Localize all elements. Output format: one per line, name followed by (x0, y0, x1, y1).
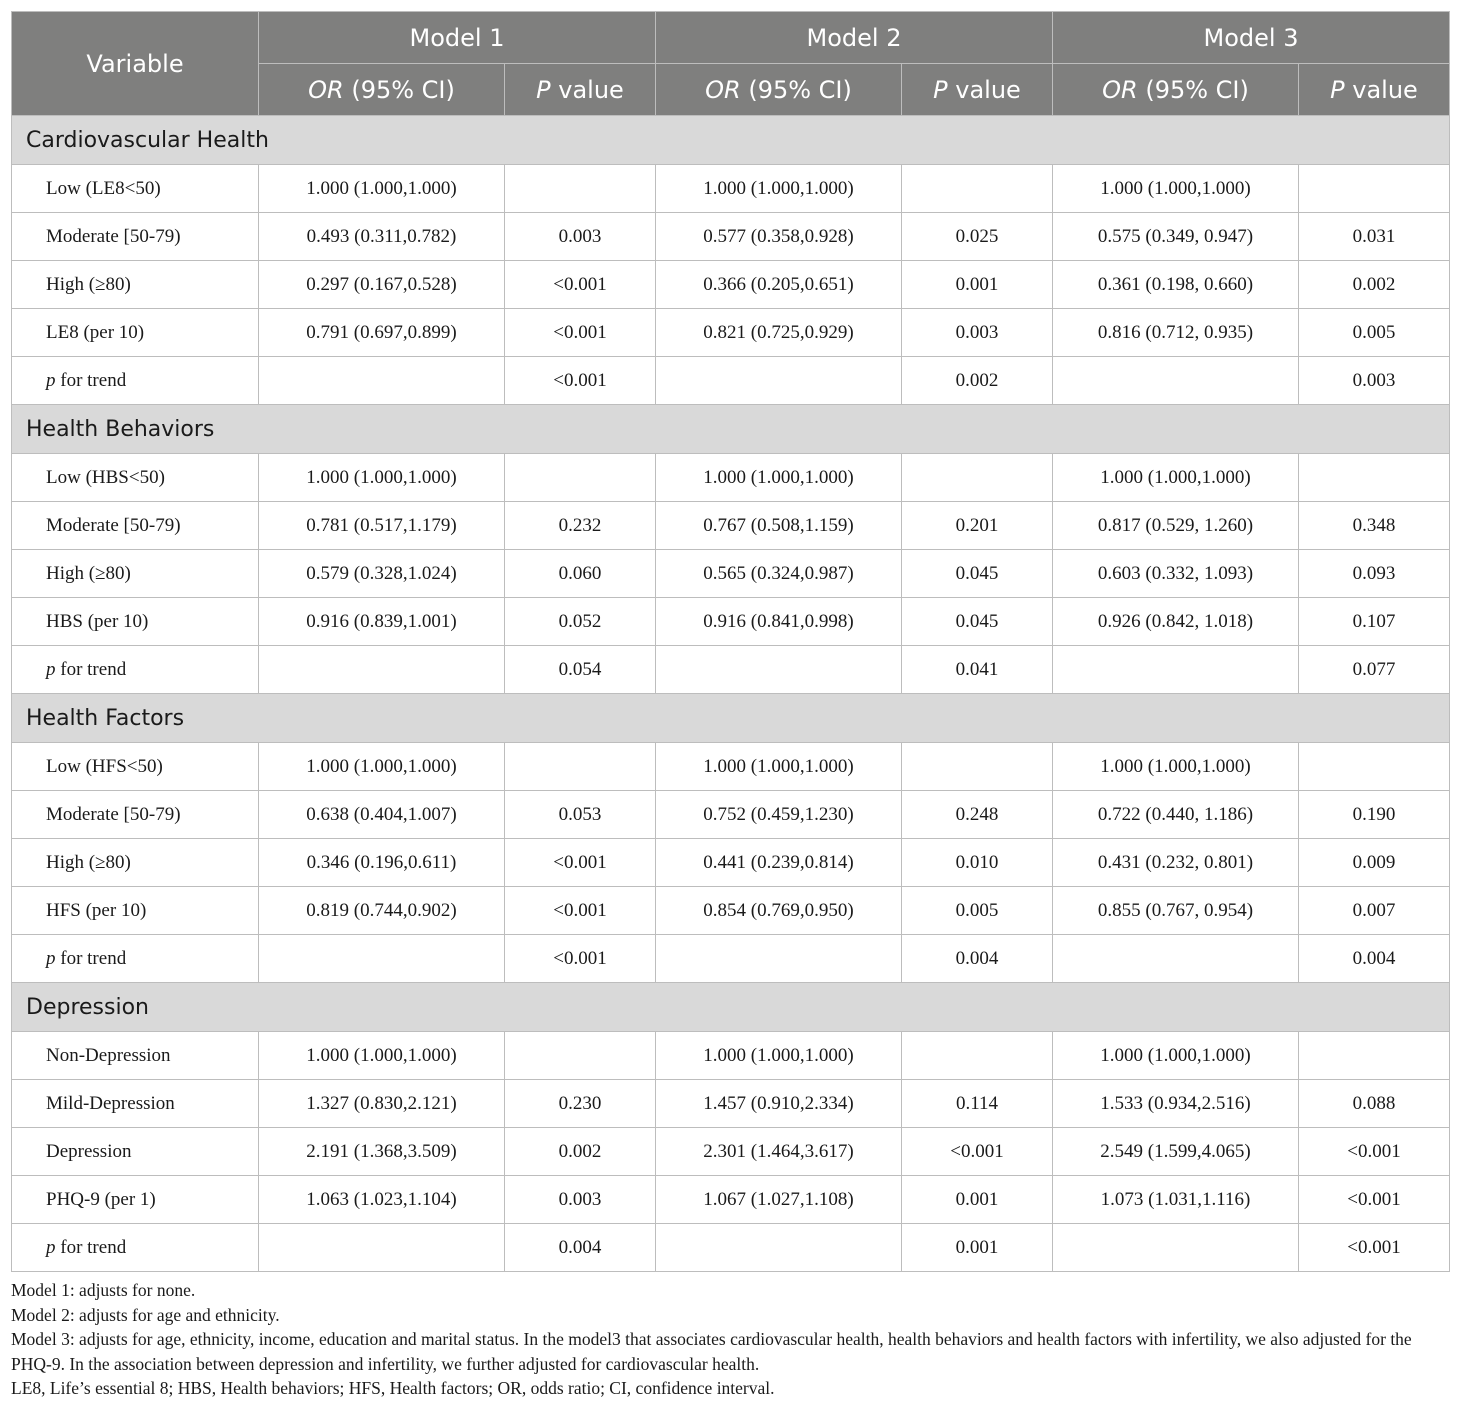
model-2-p-cell (902, 454, 1053, 502)
model-1-p-cell: 0.232 (505, 502, 656, 550)
model-2-or-cell: 1.000 (1.000,1.000) (656, 743, 902, 791)
model-2-p-cell: 0.248 (902, 791, 1053, 839)
model-3-p-cell: 0.002 (1299, 261, 1450, 309)
section-header-row (12, 694, 1450, 743)
model-1-or-cell: 1.000 (1.000,1.000) (259, 743, 505, 791)
or-rest: (95% CI) (1137, 75, 1249, 104)
model-2-p-cell: 0.114 (902, 1080, 1053, 1128)
row-label-text: for trend (55, 369, 127, 391)
table-row (12, 309, 1450, 357)
model-1-or-cell: 0.916 (0.839,1.001) (259, 598, 505, 646)
model-3-p-cell: <0.001 (1299, 1176, 1450, 1224)
model-3-p-cell: 0.005 (1299, 309, 1450, 357)
model-3-or-cell: 0.431 (0.232, 0.801) (1053, 839, 1299, 887)
model-2-or-cell: 1.000 (1.000,1.000) (656, 1032, 902, 1080)
model-3-or-cell (1053, 1224, 1299, 1272)
or-rest: (95% CI) (343, 75, 455, 104)
model-3-p-cell: 0.190 (1299, 791, 1450, 839)
footnote: Model 3: adjusts for age, ethnicity, income, education and marital status. In the model3 that associates cardiovascular health, health behaviors and health factors with infertility, we also adjusted for the PHQ-9. In the association between depression and infertility, we further adjusted for cardiovascular health. (11, 1329, 1412, 1374)
odds-ratio-table (11, 11, 1450, 1272)
model-3-p-cell: 0.077 (1299, 646, 1450, 694)
model-1-p-cell: 0.053 (505, 791, 656, 839)
row-label: Low (LE8<50) (12, 165, 259, 213)
model-2-p-cell: 0.201 (902, 502, 1053, 550)
model-2-p-cell: 0.001 (902, 261, 1053, 309)
model-3-or-cell: 0.816 (0.712, 0.935) (1053, 309, 1299, 357)
row-label: High (≥80) (12, 261, 259, 309)
model-2-or-cell: 1.000 (1.000,1.000) (656, 165, 902, 213)
model-2-or-cell: 0.821 (0.725,0.929) (656, 309, 902, 357)
model-3-header: Model 3 (1053, 12, 1450, 64)
model-1-header: Model 1 (259, 12, 656, 64)
model-3-or-cell: 1.000 (1.000,1.000) (1053, 454, 1299, 502)
model-3-or-cell (1053, 357, 1299, 405)
table-row (12, 839, 1450, 887)
model-3-or-cell: 0.575 (0.349, 0.947) (1053, 213, 1299, 261)
row-label (12, 935, 259, 983)
model-2-p-cell: <0.001 (902, 1128, 1053, 1176)
row-label: Low (HFS<50) (12, 743, 259, 791)
variable-header: Variable (12, 12, 259, 116)
model-1-or-cell: 1.000 (1.000,1.000) (259, 165, 505, 213)
model-2-or-cell: 1.067 (1.027,1.108) (656, 1176, 902, 1224)
row-label-text: for trend (55, 1236, 127, 1258)
table-row (12, 454, 1450, 502)
model-1-or-cell (259, 357, 505, 405)
model-1-p-cell: 0.003 (505, 213, 656, 261)
model-2-p-cell: 0.045 (902, 598, 1053, 646)
model-2-p-cell: 0.041 (902, 646, 1053, 694)
table-row (12, 213, 1450, 261)
model-3-p-cell: 0.031 (1299, 213, 1450, 261)
model-2-or-cell: 1.000 (1.000,1.000) (656, 454, 902, 502)
model-3-or-cell: 1.000 (1.000,1.000) (1053, 743, 1299, 791)
table-row (12, 791, 1450, 839)
model-2-p-cell: 0.010 (902, 839, 1053, 887)
model-1-or-cell (259, 646, 505, 694)
model-3-p-cell (1299, 743, 1450, 791)
table-body (12, 116, 1450, 1272)
model-2-p-cell (902, 1032, 1053, 1080)
model-3-p-cell: 0.088 (1299, 1080, 1450, 1128)
model-2-p-cell: 0.001 (902, 1224, 1053, 1272)
p-italic: P (1330, 75, 1345, 104)
or-ci-header (259, 64, 505, 116)
model-1-p-cell (505, 454, 656, 502)
or-rest: (95% CI) (740, 75, 852, 104)
table-row (12, 598, 1450, 646)
section-header-row (12, 116, 1450, 165)
model-3-or-cell (1053, 935, 1299, 983)
model-1-or-cell: 0.579 (0.328,1.024) (259, 550, 505, 598)
model-1-p-cell (505, 1032, 656, 1080)
model-3-or-cell (1053, 646, 1299, 694)
model-3-p-cell: 0.107 (1299, 598, 1450, 646)
model-1-p-cell: <0.001 (505, 887, 656, 935)
table-row (12, 1032, 1450, 1080)
p-rest: value (1344, 75, 1418, 104)
model-1-or-cell: 2.191 (1.368,3.509) (259, 1128, 505, 1176)
model-3-or-cell: 0.722 (0.440, 1.186) (1053, 791, 1299, 839)
table-row (12, 646, 1450, 694)
model-3-or-cell: 1.000 (1.000,1.000) (1053, 1032, 1299, 1080)
model-2-or-cell: 0.441 (0.239,0.814) (656, 839, 902, 887)
row-label: HFS (per 10) (12, 887, 259, 935)
model-1-or-cell: 1.327 (0.830,2.121) (259, 1080, 505, 1128)
section-header-row (12, 405, 1450, 454)
row-label: High (≥80) (12, 839, 259, 887)
model-1-or-cell: 0.638 (0.404,1.007) (259, 791, 505, 839)
p-rest: value (550, 75, 624, 104)
row-label: Moderate [50-79) (12, 791, 259, 839)
row-label: Non-Depression (12, 1032, 259, 1080)
model-3-p-cell: 0.003 (1299, 357, 1450, 405)
row-label: Low (HBS<50) (12, 454, 259, 502)
model-2-or-cell: 0.752 (0.459,1.230) (656, 791, 902, 839)
model-1-p-cell: <0.001 (505, 261, 656, 309)
table-row (12, 261, 1450, 309)
model-2-or-cell: 0.565 (0.324,0.987) (656, 550, 902, 598)
model-1-or-cell: 0.781 (0.517,1.179) (259, 502, 505, 550)
model-2-or-cell: 0.577 (0.358,0.928) (656, 213, 902, 261)
model-3-p-cell: 0.348 (1299, 502, 1450, 550)
model-1-or-cell: 0.297 (0.167,0.528) (259, 261, 505, 309)
model-1-p-cell: 0.230 (505, 1080, 656, 1128)
table-row (12, 502, 1450, 550)
model-2-p-cell (902, 743, 1053, 791)
p-italic: P (933, 75, 948, 104)
model-3-p-cell: <0.001 (1299, 1128, 1450, 1176)
model-3-p-cell: <0.001 (1299, 1224, 1450, 1272)
model-3-p-cell: 0.004 (1299, 935, 1450, 983)
model-1-p-cell: <0.001 (505, 839, 656, 887)
model-2-header: Model 2 (656, 12, 1053, 64)
model-1-or-cell (259, 935, 505, 983)
p-value-header (1299, 64, 1450, 116)
model-2-or-cell: 1.457 (0.910,2.334) (656, 1080, 902, 1128)
table-row (12, 1176, 1450, 1224)
row-label (12, 646, 259, 694)
model-1-p-cell: 0.002 (505, 1128, 656, 1176)
model-2-p-cell: 0.001 (902, 1176, 1053, 1224)
row-label-text: for trend (55, 947, 127, 969)
footnote: LE8, Life’s essential 8; HBS, Health behaviors; HFS, Health factors; OR, odds ratio; CI, confidence interval. (11, 1378, 775, 1398)
p-rest: value (947, 75, 1021, 104)
model-3-or-cell: 0.817 (0.529, 1.260) (1053, 502, 1299, 550)
row-label-italic: p (46, 369, 56, 391)
row-label-italic: p (46, 947, 56, 969)
table-row (12, 935, 1450, 983)
or-italic: OR (1102, 75, 1138, 104)
table-row (12, 1080, 1450, 1128)
table-row (12, 887, 1450, 935)
model-2-or-cell: 2.301 (1.464,3.617) (656, 1128, 902, 1176)
model-2-p-cell: 0.002 (902, 357, 1053, 405)
row-label: Mild-Depression (12, 1080, 259, 1128)
table-row (12, 165, 1450, 213)
footnote: Model 1: adjusts for none. (11, 1280, 196, 1300)
model-2-or-cell: 0.916 (0.841,0.998) (656, 598, 902, 646)
or-ci-header (656, 64, 902, 116)
model-1-p-cell: 0.060 (505, 550, 656, 598)
model-2-or-cell (656, 646, 902, 694)
model-3-p-cell: 0.093 (1299, 550, 1450, 598)
model-3-p-cell: 0.009 (1299, 839, 1450, 887)
p-value-header (902, 64, 1053, 116)
section-title: Cardiovascular Health (12, 116, 1450, 165)
row-label-text: for trend (55, 658, 127, 680)
model-1-p-cell: 0.054 (505, 646, 656, 694)
row-label (12, 1224, 259, 1272)
model-1-p-cell: <0.001 (505, 935, 656, 983)
model-1-or-cell: 1.063 (1.023,1.104) (259, 1176, 505, 1224)
row-label: High (≥80) (12, 550, 259, 598)
table-row (12, 357, 1450, 405)
section-title: Health Behaviors (12, 405, 1450, 454)
table-row (12, 550, 1450, 598)
model-1-p-cell: <0.001 (505, 357, 656, 405)
model-3-p-cell (1299, 165, 1450, 213)
model-1-or-cell: 0.819 (0.744,0.902) (259, 887, 505, 935)
row-label: LE8 (per 10) (12, 309, 259, 357)
p-value-header (505, 64, 656, 116)
results-table-container (11, 11, 1449, 1401)
table-row (12, 1224, 1450, 1272)
table-row (12, 743, 1450, 791)
footnote: Model 2: adjusts for age and ethnicity. (11, 1304, 280, 1325)
model-3-or-cell: 0.926 (0.842, 1.018) (1053, 598, 1299, 646)
model-1-p-cell: 0.004 (505, 1224, 656, 1272)
model-1-p-cell: <0.001 (505, 309, 656, 357)
model-2-or-cell: 0.767 (0.508,1.159) (656, 502, 902, 550)
p-italic: P (536, 75, 551, 104)
model-1-or-cell: 0.791 (0.697,0.899) (259, 309, 505, 357)
model-1-p-cell: 0.052 (505, 598, 656, 646)
model-1-p-cell: 0.003 (505, 1176, 656, 1224)
section-title: Health Factors (12, 694, 1450, 743)
model-1-or-cell (259, 1224, 505, 1272)
model-1-or-cell: 1.000 (1.000,1.000) (259, 1032, 505, 1080)
row-label (12, 357, 259, 405)
or-ci-header (1053, 64, 1299, 116)
row-label: Moderate [50-79) (12, 213, 259, 261)
model-2-p-cell: 0.045 (902, 550, 1053, 598)
table-footnotes (11, 1278, 1449, 1401)
row-label: HBS (per 10) (12, 598, 259, 646)
model-3-or-cell: 0.603 (0.332, 1.093) (1053, 550, 1299, 598)
model-1-or-cell: 0.346 (0.196,0.611) (259, 839, 505, 887)
model-1-or-cell: 0.493 (0.311,0.782) (259, 213, 505, 261)
or-italic: OR (308, 75, 344, 104)
or-italic: OR (705, 75, 741, 104)
model-3-or-cell: 0.361 (0.198, 0.660) (1053, 261, 1299, 309)
model-3-or-cell: 1.000 (1.000,1.000) (1053, 165, 1299, 213)
model-2-or-cell: 0.366 (0.205,0.651) (656, 261, 902, 309)
row-label: Moderate [50-79) (12, 502, 259, 550)
row-label: PHQ-9 (per 1) (12, 1176, 259, 1224)
model-2-p-cell: 0.005 (902, 887, 1053, 935)
model-3-or-cell: 0.855 (0.767, 0.954) (1053, 887, 1299, 935)
model-2-or-cell (656, 357, 902, 405)
model-1-p-cell (505, 165, 656, 213)
model-3-p-cell (1299, 1032, 1450, 1080)
section-title: Depression (12, 983, 1450, 1032)
model-3-or-cell: 2.549 (1.599,4.065) (1053, 1128, 1299, 1176)
model-3-p-cell (1299, 454, 1450, 502)
model-2-p-cell: 0.025 (902, 213, 1053, 261)
model-3-or-cell: 1.533 (0.934,2.516) (1053, 1080, 1299, 1128)
model-2-p-cell: 0.003 (902, 309, 1053, 357)
model-3-p-cell: 0.007 (1299, 887, 1450, 935)
model-2-or-cell (656, 1224, 902, 1272)
row-label: Depression (12, 1128, 259, 1176)
table-row (12, 1128, 1450, 1176)
model-2-p-cell (902, 165, 1053, 213)
row-label-italic: p (46, 1236, 56, 1258)
model-3-or-cell: 1.073 (1.031,1.116) (1053, 1176, 1299, 1224)
table-header (12, 12, 1450, 116)
model-2-p-cell: 0.004 (902, 935, 1053, 983)
model-2-or-cell (656, 935, 902, 983)
model-1-or-cell: 1.000 (1.000,1.000) (259, 454, 505, 502)
model-2-or-cell: 0.854 (0.769,0.950) (656, 887, 902, 935)
row-label-italic: p (46, 658, 56, 680)
section-header-row (12, 983, 1450, 1032)
model-1-p-cell (505, 743, 656, 791)
